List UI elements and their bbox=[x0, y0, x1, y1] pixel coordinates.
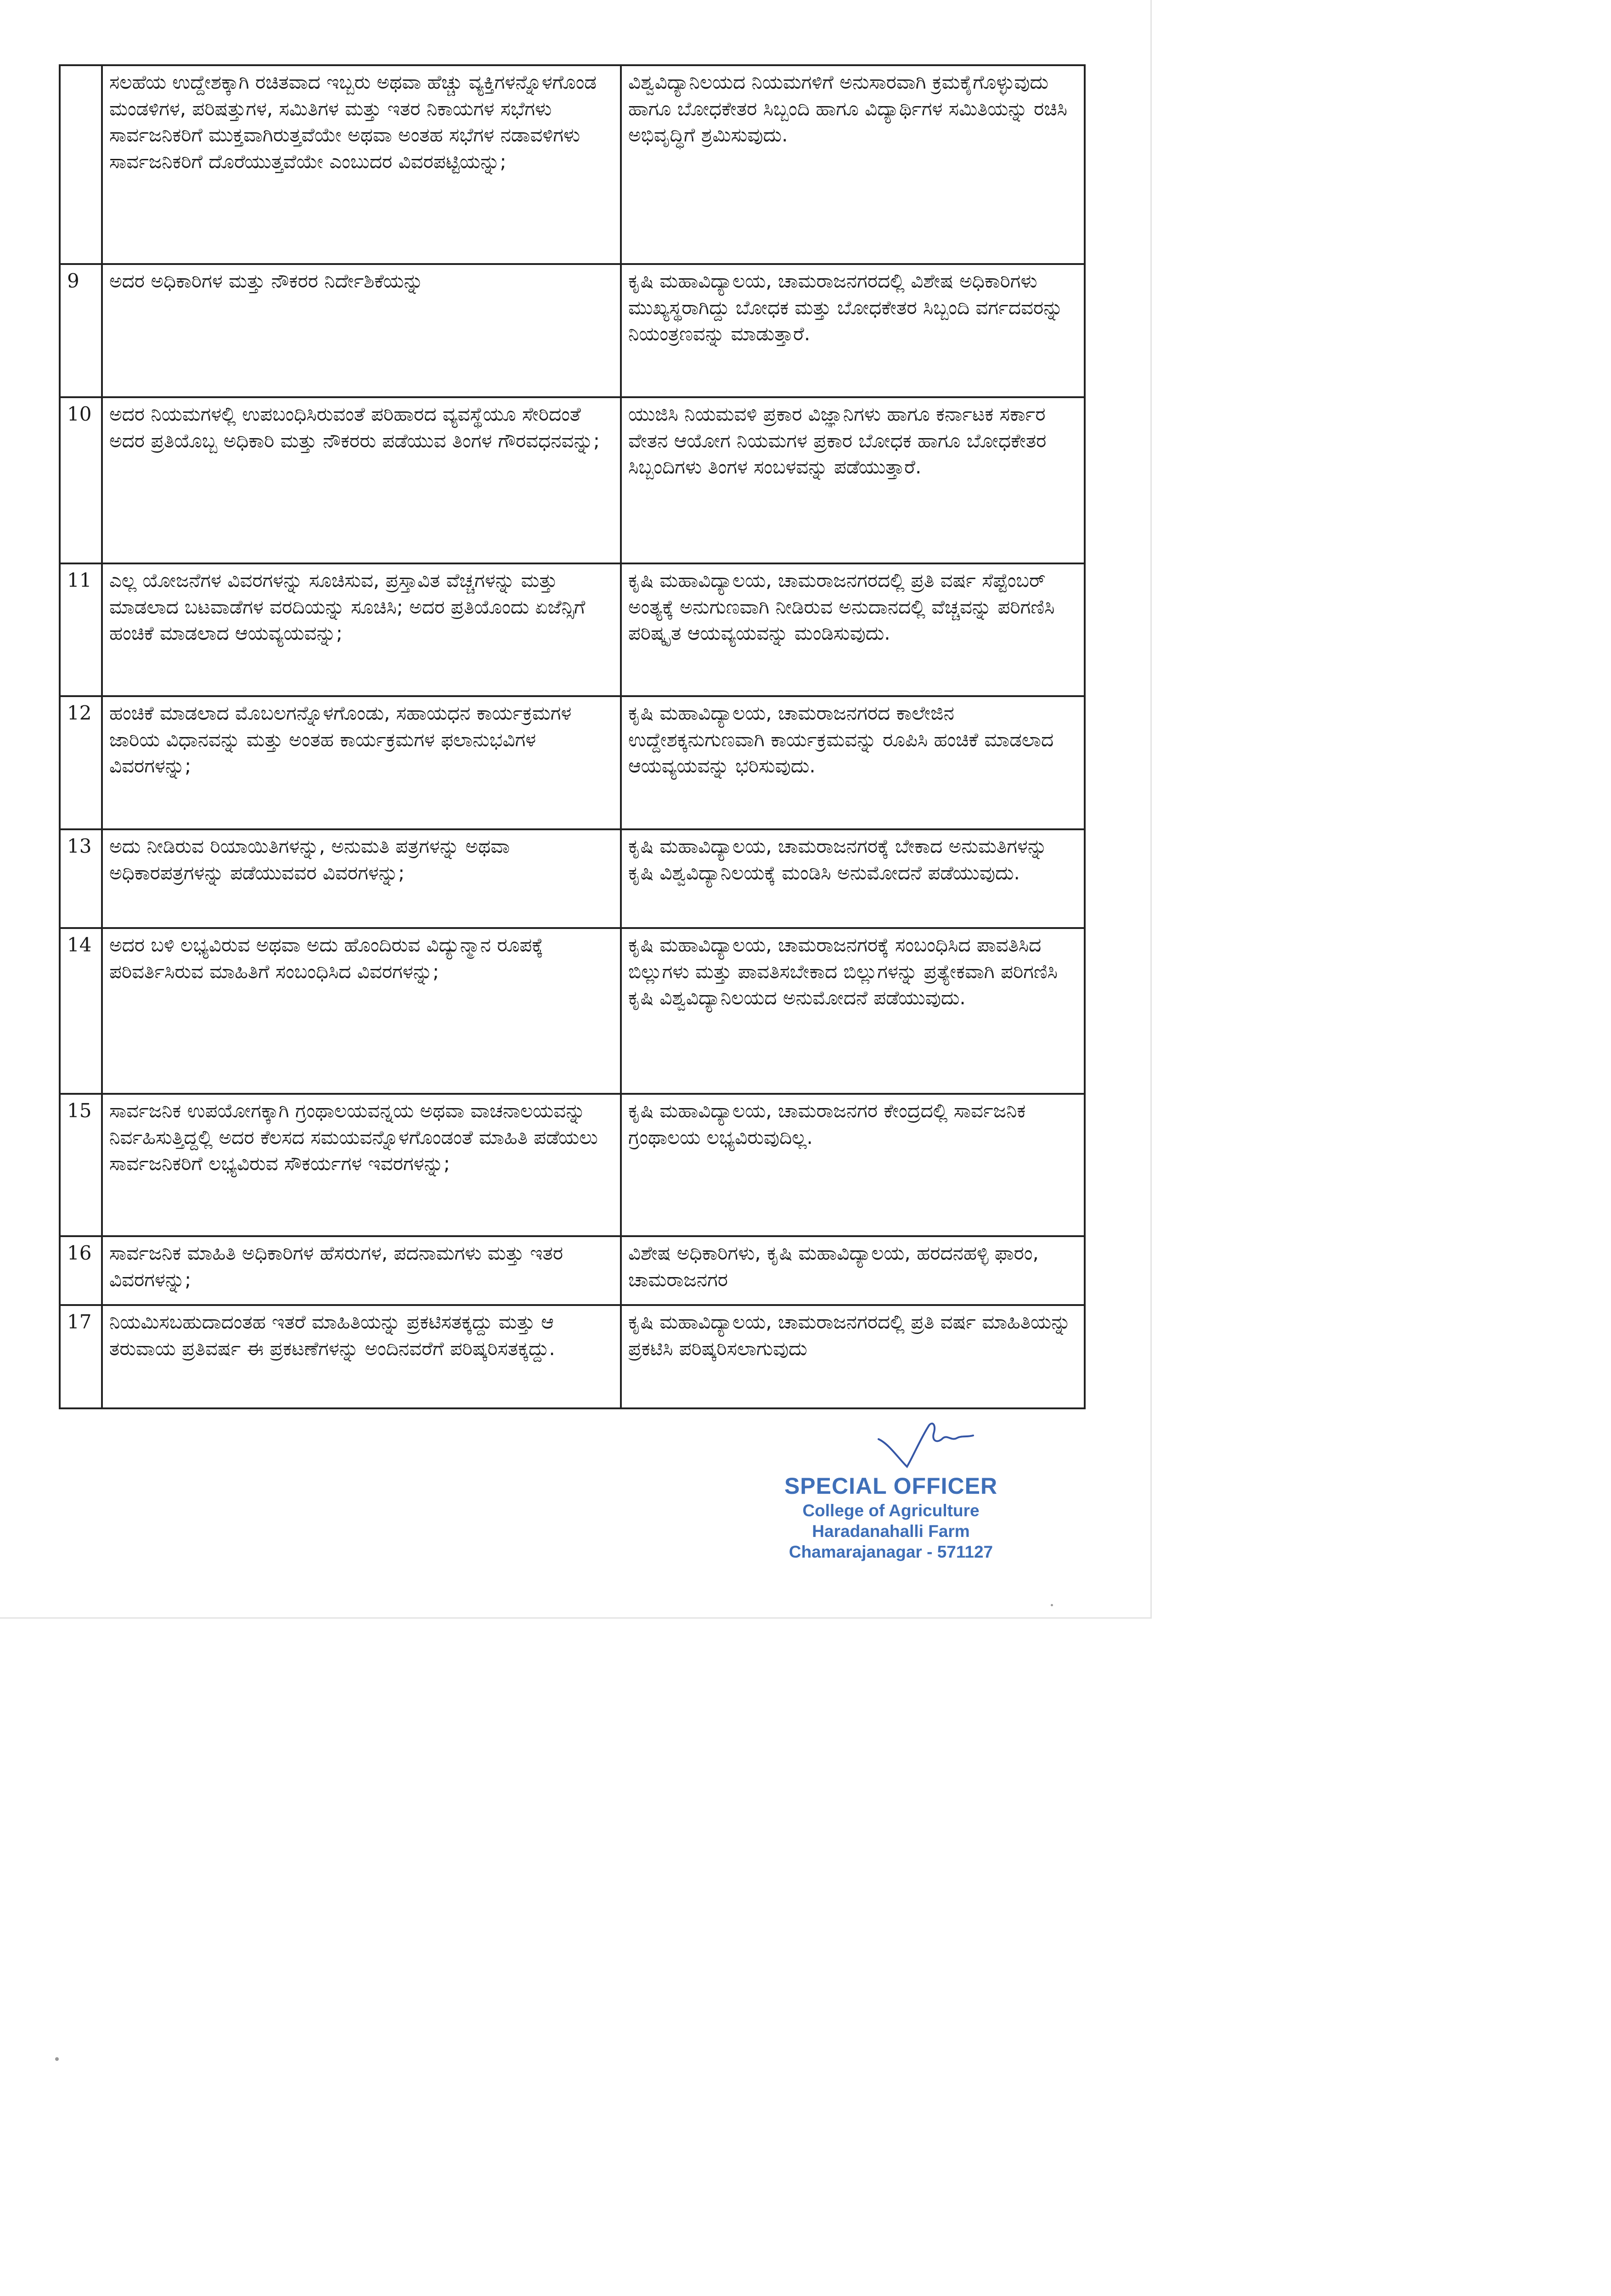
table-row bbox=[60, 397, 1085, 563]
row-number: 9 bbox=[60, 264, 102, 397]
row-response: ಕೃಷಿ ಮಹಾವಿದ್ಯಾಲಯ, ಚಾಮರಾಜನಗರ ಕೇಂದ್ರದಲ್ಲಿ ಸಾರ್ವಜನಿಕ ಗ್ರಂಥಾಲಯ ಲಭ್ಯವಿರುವುದಿಲ್ಲ. bbox=[621, 1094, 1085, 1236]
row-number: 12 bbox=[60, 696, 102, 829]
row-particular: ಅದರ ನಿಯಮಗಳಲ್ಲಿ ಉಪಬಂಧಿಸಿರುವಂತೆ ಪರಿಹಾರದ ವ್ಯವಸ್ಥೆಯೂ ಸೇರಿದಂತೆ ಅದರ ಪ್ರತಿಯೊಬ್ಬ ಅಧಿಕಾರಿ ಮತ್ತು ನೌಕರರು ಪಡೆಯುವ ತಿಂಗಳ ಗೌರವಧನವನ್ನು; bbox=[102, 397, 621, 563]
row-number: 16 bbox=[60, 1236, 102, 1305]
stamp-title: SPECIAL OFFICER bbox=[784, 1473, 998, 1499]
row-particular: ಅದರ ಅಧಿಕಾರಿಗಳ ಮತ್ತು ನೌಕರರ ನಿರ್ದೇಶಿಕೆಯನ್ನು bbox=[102, 264, 621, 397]
row-particular: ಅದರ ಬಳಿ ಲಭ್ಯವಿರುವ ಅಥವಾ ಅದು ಹೊಂದಿರುವ ವಿದ್ಯುನ್ಮಾನ ರೂಪಕ್ಕೆ ಪರಿವರ್ತಿಸಿರುವ ಮಾಹಿತಿಗೆ ಸಂಬಂಧಿಸಿದ ವಿವರಗಳನ್ನು; bbox=[102, 928, 621, 1094]
row-number: 10 bbox=[60, 397, 102, 563]
special-officer-stamp bbox=[716, 1472, 1065, 1562]
row-response: ಕೃಷಿ ಮಹಾವಿದ್ಯಾಲಯ, ಚಾಮರಾಜನಗರದಲ್ಲಿ ಪ್ರತಿ ವರ್ಷ ಮಾಹಿತಿಯನ್ನು ಪ್ರಕಟಿಸಿ ಪರಿಷ್ಕರಿಸಲಾಗುವುದು bbox=[621, 1305, 1085, 1408]
row-particular: ಅದು ನೀಡಿರುವ ರಿಯಾಯಿತಿಗಳನ್ನು, ಅನುಮತಿ ಪತ್ರಗಳನ್ನು ಅಥವಾ ಅಧಿಕಾರಪತ್ರಗಳನ್ನು ಪಡೆಯುವವರ ವಿವರಗಳನ್ನು; bbox=[102, 829, 621, 928]
table-row bbox=[60, 264, 1085, 397]
scan-speck bbox=[1051, 1604, 1053, 1606]
table-row bbox=[60, 928, 1085, 1094]
table-row bbox=[60, 1094, 1085, 1236]
table-row bbox=[60, 1236, 1085, 1305]
scan-speck bbox=[55, 2057, 59, 2061]
table-row bbox=[60, 696, 1085, 829]
scan-page-edge-bottom bbox=[0, 1617, 1152, 1619]
row-number bbox=[60, 65, 102, 264]
stamp-address: Chamarajanagar - 571127 bbox=[789, 1542, 993, 1561]
table-row bbox=[60, 563, 1085, 696]
row-number: 14 bbox=[60, 928, 102, 1094]
table-row bbox=[60, 65, 1085, 264]
stamp-college: College of Agriculture bbox=[802, 1501, 980, 1520]
row-number: 11 bbox=[60, 563, 102, 696]
row-response: ಯುಜಿಸಿ ನಿಯಮವಳಿ ಪ್ರಕಾರ ವಿಜ್ಞಾನಿಗಳು ಹಾಗೂ ಕರ್ನಾಟಕ ಸರ್ಕಾರ ವೇತನ ಆಯೋಗ ನಿಯಮಗಳ ಪ್ರಕಾರ ಬೋಧಕ ಹಾಗೂ ಬೋಧಕೇತರ ಸಿಬ್ಬಂದಿಗಳು ತಿಂಗಳ ಸಂಬಳವನ್ನು ಪಡೆಯುತ್ತಾರೆ. bbox=[621, 397, 1085, 563]
row-response: ವಿಶ್ವವಿದ್ಯಾನಿಲಯದ ನಿಯಮಗಳಿಗೆ ಅನುಸಾರವಾಗಿ ಕ್ರಮಕೈಗೊಳ್ಳುವುದು ಹಾಗೂ ಬೋಧಕೇತರ ಸಿಬ್ಬಂದಿ ಹಾಗೂ ವಿದ್ಯಾರ್ಥಿಗಳ ಸಮಿತಿಯನ್ನು ರಚಿಸಿ ಅಭಿವೃದ್ಧಿಗೆ ಶ್ರಮಿಸುವುದು. bbox=[621, 65, 1085, 264]
row-number: 17 bbox=[60, 1305, 102, 1408]
row-particular: ಸಾರ್ವಜನಿಕ ಉಪಯೋಗಕ್ಕಾಗಿ ಗ್ರಂಥಾಲಯವನ್ನಯ ಅಥವಾ ವಾಚನಾಲಯವನ್ನು ನಿರ್ವಹಿಸುತ್ತಿದ್ದಲ್ಲಿ ಅದರ ಕೆಲಸದ ಸಮಯವನ್ನೊಳಗೊಂಡಂತೆ ಮಾಹಿತಿ ಪಡೆಯಲು ಸಾರ್ವಜನಿಕರಿಗೆ ಲಭ್ಯವಿರುವ ಸೌಕರ್ಯಗಳ ಇವರಗಳನ್ನು; bbox=[102, 1094, 621, 1236]
scan-page-edge-right bbox=[1150, 0, 1152, 1619]
signature bbox=[875, 1415, 976, 1470]
row-response: ಕೃಷಿ ಮಹಾವಿದ್ಯಾಲಯ, ಚಾಮರಾಜನಗರದಲ್ಲಿ ಪ್ರತಿ ವರ್ಷ ಸೆಪ್ಟೆಂಬರ್ ಅಂತ್ಯಕ್ಕೆ ಅನುಗುಣವಾಗಿ ನೀಡಿರುವ ಅನುದಾನದಲ್ಲಿ ವೆಚ್ಚವನ್ನು ಪರಿಗಣಿಸಿ ಪರಿಷ್ಕೃತ ಆಯವ್ಯಯವನ್ನು ಮಂಡಿಸುವುದು. bbox=[621, 563, 1085, 696]
row-response: ಕೃಷಿ ಮಹಾವಿದ್ಯಾಲಯ, ಚಾಮರಾಜನಗರದ ಕಾಲೇಜಿನ ಉದ್ದೇಶಕ್ಕನುಗುಣವಾಗಿ ಕಾರ್ಯಕ್ರಮವನ್ನು ರೂಪಿಸಿ ಹಂಚಿಕೆ ಮಾಡಲಾದ ಆಯವ್ಯಯವನ್ನು ಭರಿಸುವುದು. bbox=[621, 696, 1085, 829]
row-particular: ಎಲ್ಲ ಯೋಜನೆಗಳ ವಿವರಗಳನ್ನು ಸೂಚಿಸುವ, ಪ್ರಸ್ತಾವಿತ ವೆಚ್ಚಗಳನ್ನು ಮತ್ತು ಮಾಡಲಾದ ಬಟವಾಡೆಗಳ ವರದಿಯನ್ನು ಸೂಚಿಸಿ; ಅದರ ಪ್ರತಿಯೊಂದು ಏಜೆನ್ಸಿಗೆ ಹಂಚಿಕೆ ಮಾಡಲಾದ ಆಯವ್ಯಯವನ್ನು; bbox=[102, 563, 621, 696]
row-particular: ಸಾರ್ವಜನಿಕ ಮಾಹಿತಿ ಅಧಿಕಾರಿಗಳ ಹೆಸರುಗಳ, ಪದನಾಮಗಳು ಮತ್ತು ಇತರ ವಿವರಗಳನ್ನು; bbox=[102, 1236, 621, 1305]
row-response: ಕೃಷಿ ಮಹಾವಿದ್ಯಾಲಯ, ಚಾಮರಾಜನಗರಕ್ಕೆ ಬೇಕಾದ ಅನುಮತಿಗಳನ್ನು ಕೃಷಿ ವಿಶ್ವವಿದ್ಯಾನಿಲಯಕ್ಕೆ ಮಂಡಿಸಿ ಅನುಮೋದನೆ ಪಡೆಯುವುದು. bbox=[621, 829, 1085, 928]
row-particular: ಸಲಹೆಯ ಉದ್ದೇಶಕ್ಕಾಗಿ ರಚಿತವಾದ ಇಬ್ಬರು ಅಥವಾ ಹೆಚ್ಚು ವ್ಯಕ್ತಿಗಳನ್ನೊಳಗೊಂಡ ಮಂಡಳಿಗಳ, ಪರಿಷತ್ತುಗಳ, ಸಮಿತಿಗಳ ಮತ್ತು ಇತರ ನಿಕಾಯಗಳ ಸಭೆಗಳು ಸಾರ್ವಜನಿಕರಿಗೆ ಮುಕ್ತವಾಗಿರುತ್ತವೆಯೇ ಅಥವಾ ಅಂತಹ ಸಭೆಗಳ ನಡಾವಳಿಗಳು ಸಾರ್ವಜನಿಕರಿಗೆ ದೊರೆಯುತ್ತವೆಯೇ ಎಂಬುದರ ವಿವರಪಟ್ಟಿಯನ್ನು; bbox=[102, 65, 621, 264]
row-number: 13 bbox=[60, 829, 102, 928]
information-table bbox=[59, 64, 1086, 1409]
row-response: ವಿಶೇಷ ಅಧಿಕಾರಿಗಳು, ಕೃಷಿ ಮಹಾವಿದ್ಯಾಲಯ, ಹರದನಹಳ್ಳಿ ಫಾರಂ, ಚಾಮರಾಜನಗರ bbox=[621, 1236, 1085, 1305]
row-response: ಕೃಷಿ ಮಹಾವಿದ್ಯಾಲಯ, ಚಾಮರಾಜನಗರದಲ್ಲಿ ವಿಶೇಷ ಅಧಿಕಾರಿಗಳು ಮುಖ್ಯಸ್ಥರಾಗಿದ್ದು ಬೋಧಕ ಮತ್ತು ಬೋಧಕೇತರ ಸಿಬ್ಬಂದಿ ವರ್ಗದವರನ್ನು ನಿಯಂತ್ರಣವನ್ನು ಮಾಡುತ್ತಾರೆ. bbox=[621, 264, 1085, 397]
row-particular: ನಿಯಮಿಸಬಹುದಾದಂತಹ ಇತರೆ ಮಾಹಿತಿಯನ್ನು ಪ್ರಕಟಿಸತಕ್ಕದ್ದು ಮತ್ತು ಆ ತರುವಾಯ ಪ್ರತಿವರ್ಷ ಈ ಪ್ರಕಟಣೆಗಳನ್ನು ಅಂದಿನವರೆಗೆ ಪರಿಷ್ಕರಿಸತಕ್ಕದ್ದು. bbox=[102, 1305, 621, 1408]
row-particular: ಹಂಚಿಕೆ ಮಾಡಲಾದ ಮೊಬಲಗನ್ನೊಳಗೊಂಡು, ಸಹಾಯಧನ ಕಾರ್ಯಕ್ರಮಗಳ ಜಾರಿಯ ವಿಧಾನವನ್ನು ಮತ್ತು ಅಂತಹ ಕಾರ್ಯಕ್ರಮಗಳ ಫಲಾನುಭವಿಗಳ ವಿವರಗಳನ್ನು; bbox=[102, 696, 621, 829]
row-number: 15 bbox=[60, 1094, 102, 1236]
table-row bbox=[60, 1305, 1085, 1408]
row-response: ಕೃಷಿ ಮಹಾವಿದ್ಯಾಲಯ, ಚಾಮರಾಜನಗರಕ್ಕೆ ಸಂಬಂಧಿಸಿದ ಪಾವತಿಸಿದ ಬಿಲ್ಲುಗಳು ಮತ್ತು ಪಾವತಿಸಬೇಕಾದ ಬಿಲ್ಲುಗಳನ್ನು ಪ್ರತ್ಯೇಕವಾಗಿ ಪರಿಗಣಿಸಿ ಕೃಷಿ ವಿಶ್ವವಿದ್ಯಾನಿಲಯದ ಅನುಮೋದನೆ ಪಡೆಯುವುದು. bbox=[621, 928, 1085, 1094]
table-row bbox=[60, 829, 1085, 928]
stamp-farm: Haradanahalli Farm bbox=[812, 1522, 970, 1541]
